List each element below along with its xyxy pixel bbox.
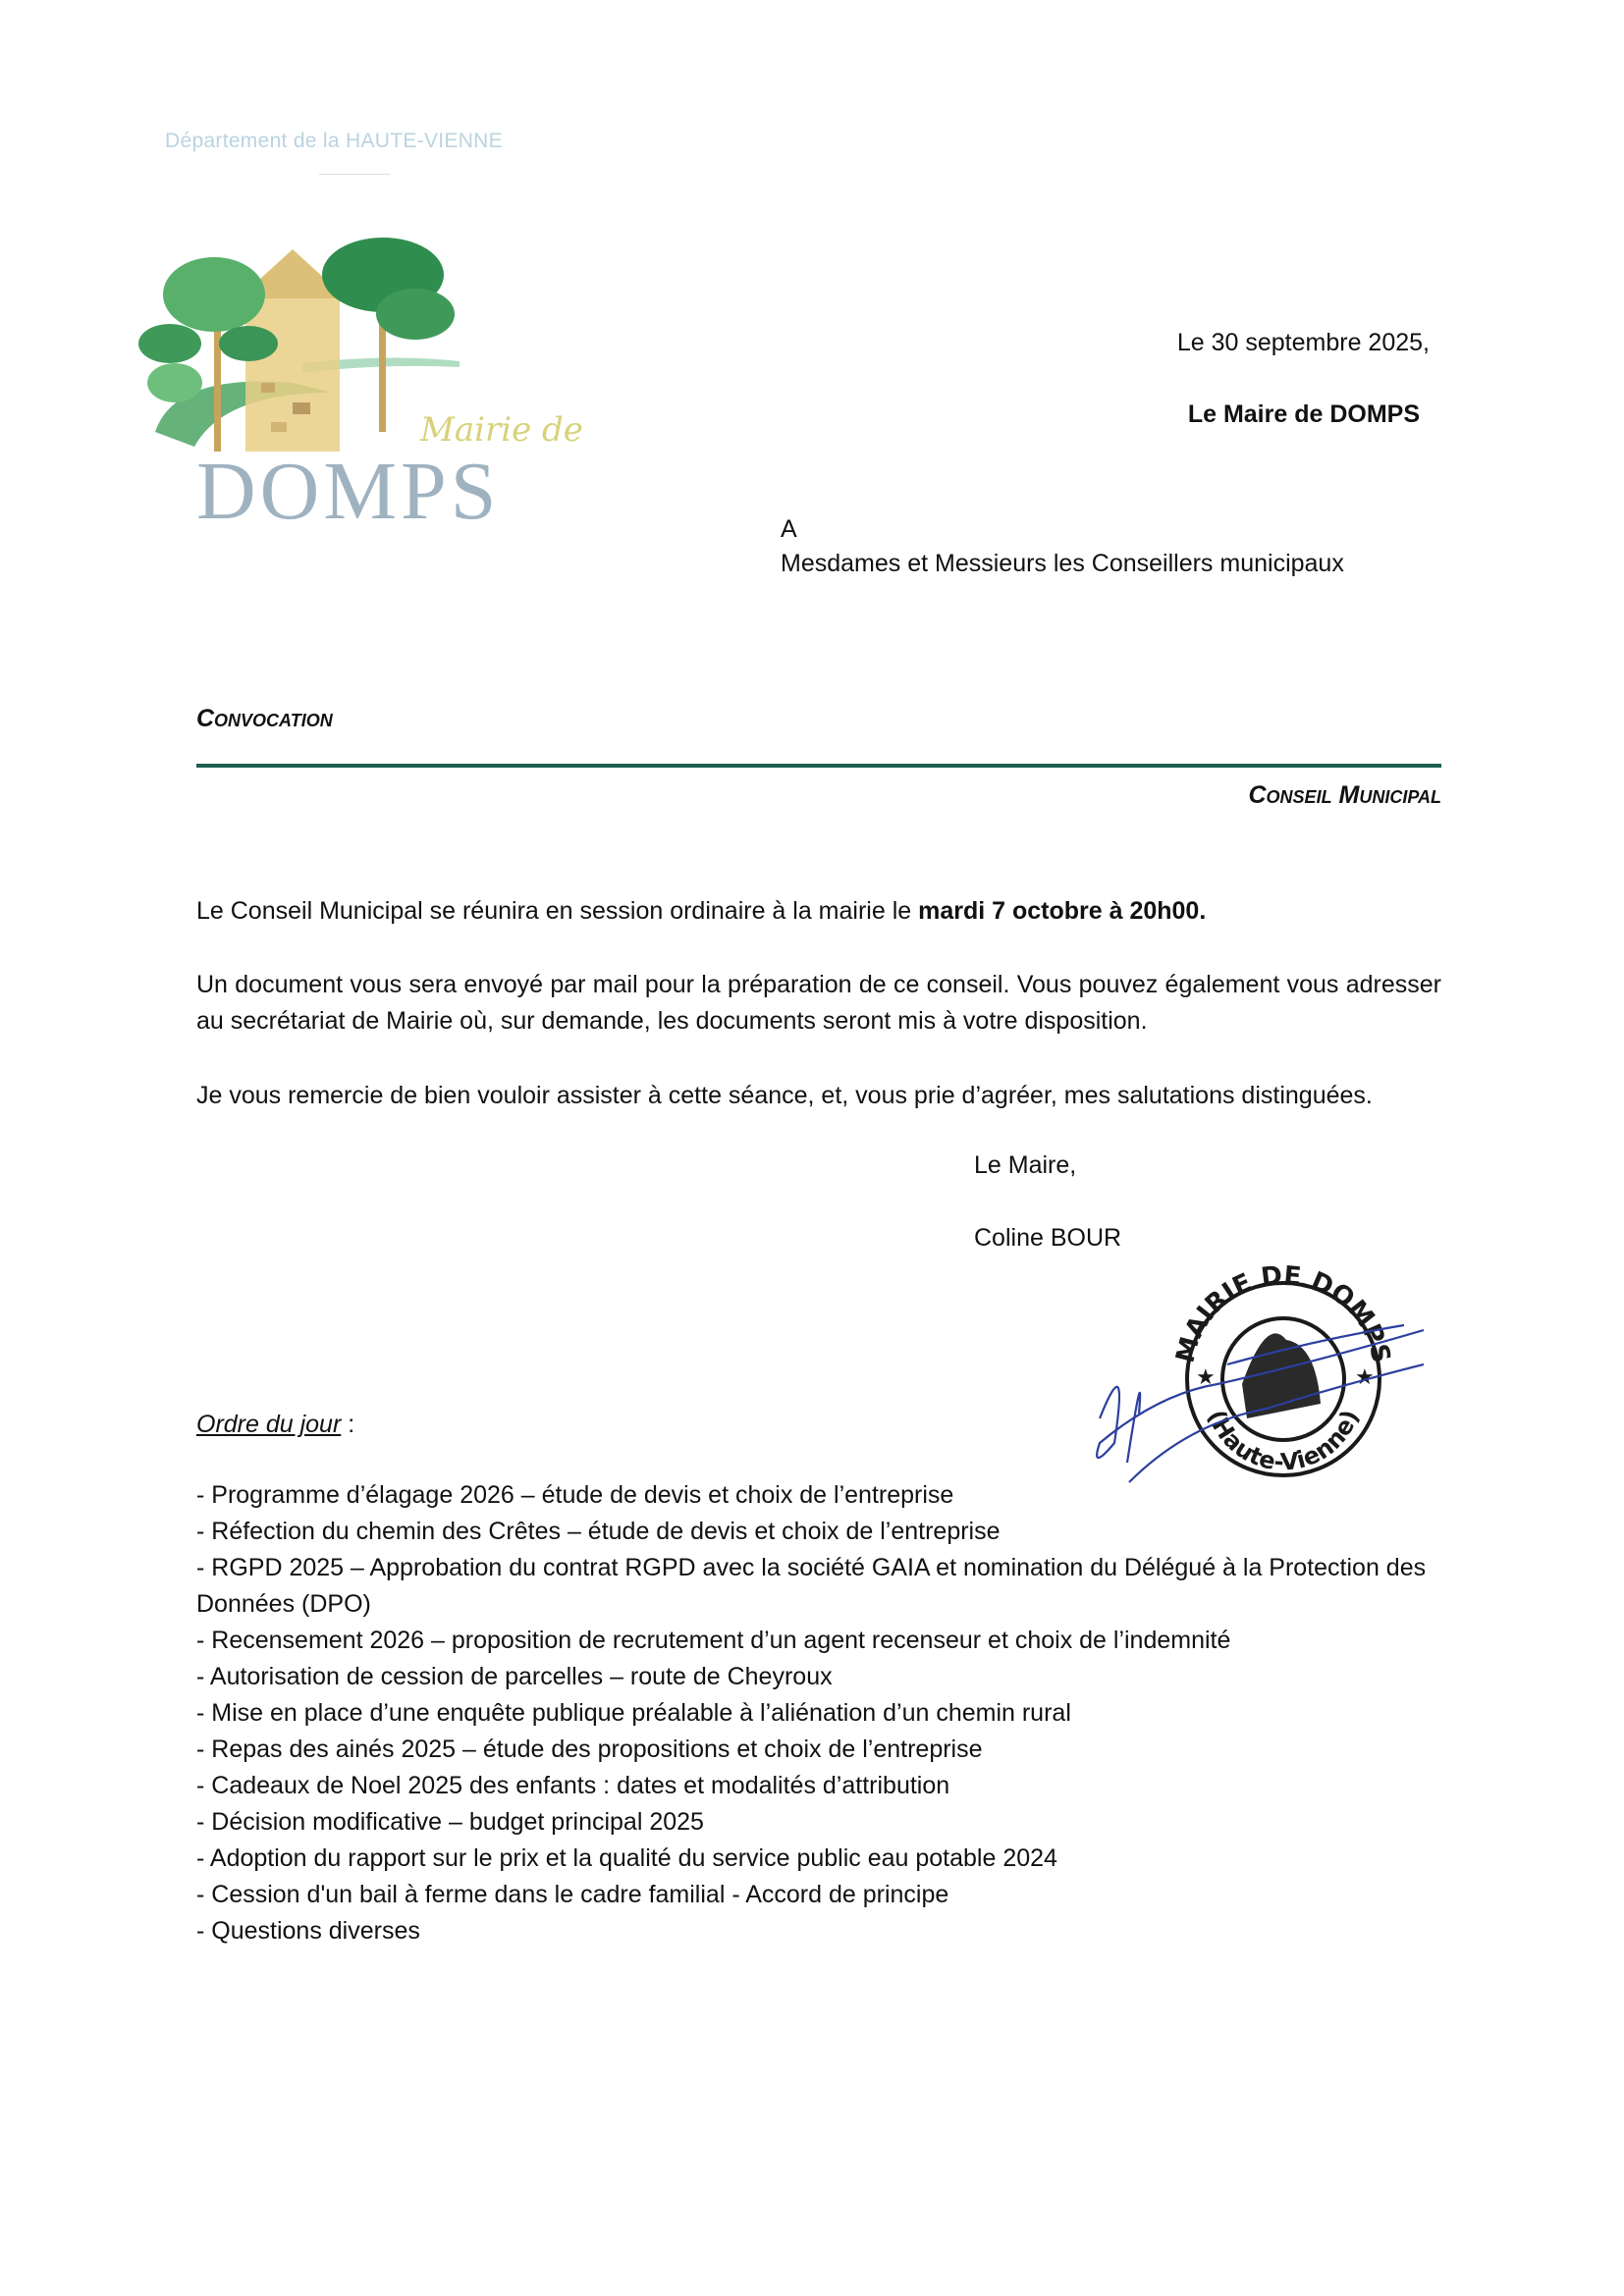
mairie-stamp — [1070, 1247, 1424, 1492]
agenda-item: - Cession d'un bail à ferme dans le cadre familial - Accord de principe — [196, 1881, 949, 1908]
paragraph-documents: Un document vous sera envoyé par mail pour la préparation de ce conseil. Vous pouvez également vous adresser au secrétariat de Mairie où, sur demande, les documents seront mis à votre disposition. — [196, 971, 1441, 1035]
stamp-top-text: MAIRIE DE DOMPS — [1170, 1260, 1396, 1366]
agenda-item: - Mise en place d’une enquête publique préalable à l’aliénation d’un chemin rural — [196, 1699, 1071, 1727]
stamp-bottom-text: (Haute-Vienne) — [1202, 1406, 1365, 1476]
agenda-item: - Questions diverses — [196, 1917, 420, 1945]
meeting-date: mardi 7 octobre à 20h00. — [918, 897, 1207, 925]
agenda-item: - Recensement 2026 – proposition de recrutement d’un agent recenseur et choix de l’indemnité — [196, 1627, 1231, 1654]
agenda-item: - Programme d’élagage 2026 – étude de devis et choix de l’entreprise — [196, 1481, 954, 1509]
meeting-text: Le Conseil Municipal se réunira en session ordinaire à la mairie le — [196, 897, 919, 925]
agenda-list — [196, 1477, 1443, 1949]
agenda-item: - Décision modificative – budget principal 2025 — [196, 1808, 704, 1836]
recipient-prefix: A — [781, 515, 797, 543]
agenda-heading — [196, 1411, 354, 1439]
subject-conseil-municipal: Conseil Municipal — [1248, 781, 1441, 809]
department-divider — [319, 174, 390, 175]
agenda-item: - Adoption du rapport sur le prix et la qualité du service public eau potable 2024 — [196, 1844, 1057, 1872]
agenda-title-colon: : — [341, 1411, 355, 1438]
stamp-seal — [1070, 1247, 1424, 1492]
agenda-item: - Réfection du chemin des Crêtes – étude de devis et choix de l’entreprise — [196, 1518, 1001, 1545]
department-header: Département de la HAUTE-VIENNE — [165, 130, 503, 152]
mairie-logo — [135, 236, 587, 537]
stamp-star-right: ★ — [1355, 1364, 1375, 1389]
paragraph-meeting — [196, 893, 1441, 930]
logo-name-text: DOMPS — [196, 446, 501, 537]
logo-script-text: Mairie de — [420, 410, 583, 450]
agenda-item: - RGPD 2025 – Approbation du contrat RGPD avec la société GAIA et nomination du Délégué à la Protection des Données (DPO) — [196, 1554, 1427, 1618]
sender: Le Maire de DOMPS — [1187, 400, 1420, 428]
agenda-title: Ordre du jour — [196, 1411, 342, 1438]
agenda-item: - Repas des ainés 2025 – étude des propositions et choix de l’entreprise — [196, 1735, 983, 1763]
agenda-item: - Cadeaux de Noel 2025 des enfants : dates et modalités d’attribution — [196, 1772, 950, 1799]
stamp-star-left: ★ — [1196, 1364, 1216, 1389]
paragraph-closing: Je vous remercie de bien vouloir assister à cette séance, et, vous prie d’agréer, mes salutations distinguées. — [196, 1082, 1373, 1109]
agenda-item: - Autorisation de cession de parcelles – route de Cheyroux — [196, 1663, 833, 1690]
logo-tree-left — [163, 257, 265, 332]
subject-divider — [196, 764, 1441, 768]
subject-convocation: Convocation — [196, 705, 333, 732]
letter-date: Le 30 septembre 2025, — [1176, 329, 1430, 356]
signature-title: Le Maire, — [974, 1151, 1077, 1179]
signatory-name: Coline BOUR — [974, 1224, 1122, 1252]
recipient: Mesdames et Messieurs les Conseillers municipaux — [781, 550, 1344, 577]
logo-tower — [245, 294, 340, 452]
